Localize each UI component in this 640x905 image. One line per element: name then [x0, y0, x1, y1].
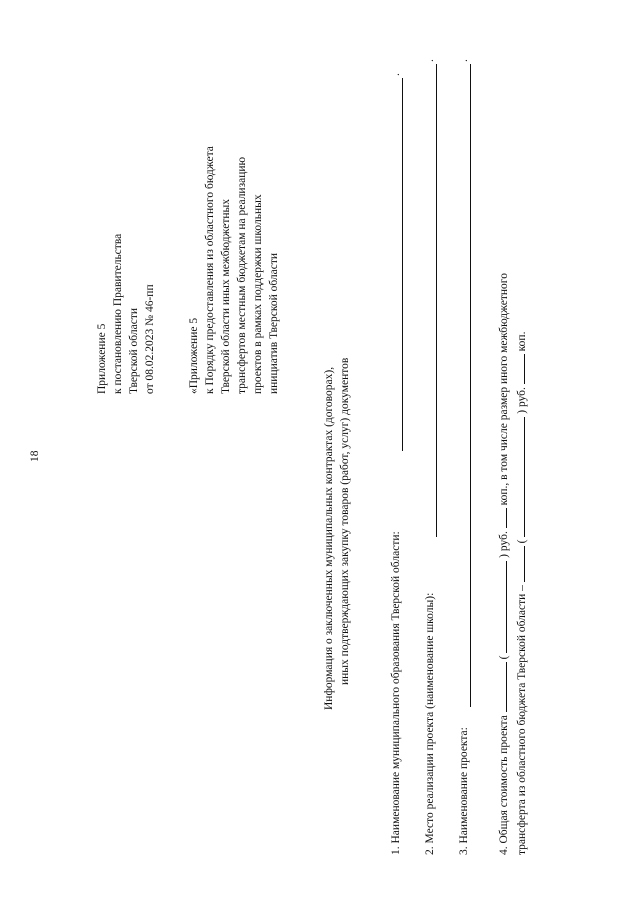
item-4-line2-paren-open: ( [516, 539, 528, 544]
item-4-label: 4. Общая стоимость проекта [498, 715, 510, 855]
quoted-appendix-title: «Приложение 5 [188, 317, 200, 394]
item-4-blank [513, 354, 525, 384]
page-number: 18 [29, 450, 41, 462]
item-4-blank [495, 662, 507, 712]
appendix-line: к постановлению Правительства [112, 233, 124, 394]
item-3-label: 3. Наименование проекта: [458, 727, 470, 855]
item-4-line-2 [513, 332, 530, 855]
item-4-blank [513, 546, 525, 582]
quoted-appendix-line: к Порядку предоставления из областного бюджета [204, 146, 216, 394]
item-2-label: 2. Место реализации проекта (наименование школы): [424, 592, 436, 855]
quoted-appendix-line: инициатив Тверской области [268, 252, 280, 394]
item-2-period: . [424, 59, 436, 62]
quoted-appendix-line: проектов в рамках поддержки школьных [252, 194, 264, 394]
item-1-fill-line [402, 78, 403, 451]
quoted-appendix-line: Тверской области иных межбюджетных [220, 199, 232, 394]
appendix-line: Тверской области [128, 308, 140, 394]
item-4-line2-rub: ) руб. [516, 387, 528, 414]
item-4-blank [513, 417, 525, 537]
appendix-title: Приложение 5 [96, 323, 108, 394]
appendix-line: от 08.02.2023 № 46-пп [144, 284, 156, 394]
item-1-period: . [390, 73, 402, 76]
item-1-label: 1. Наименование муниципального образования Тверской области: [390, 531, 402, 855]
item-4-kop: коп., в том числе размер иного межбюджетного [498, 273, 510, 506]
heading-line: Информация о заключенных муниципальных контрактах (договорах), [323, 366, 335, 710]
item-4-line2-kop: коп. [516, 331, 528, 352]
item-4-blank [495, 508, 507, 528]
item-4-rub: ) руб. [498, 531, 510, 558]
item-3-fill-line [470, 64, 471, 707]
item-4-line2-label: трансферта из областного бюджета Тверской области – [516, 585, 528, 855]
heading-line: иных подтверждающих закупку товаров (работ, услуг) документов [339, 357, 351, 685]
item-4-blank [495, 561, 507, 653]
item-4-line-1 [495, 273, 512, 855]
item-2-fill-line [436, 64, 437, 537]
item-4-paren-open: ( [498, 655, 510, 660]
item-3-period: . [458, 59, 470, 62]
quoted-appendix-line: трансфертов местным бюджетам на реализацию [236, 156, 248, 394]
